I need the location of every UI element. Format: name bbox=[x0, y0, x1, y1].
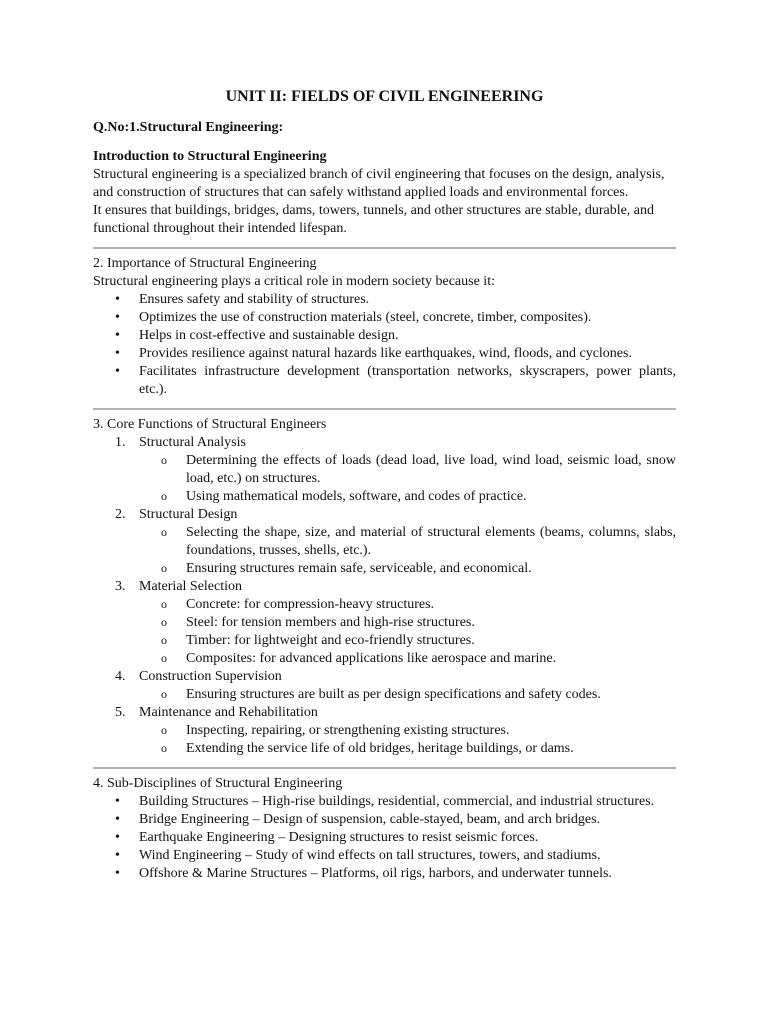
subdiscipline-item: • Bridge Engineering – Design of suspension, cable-stayed, beam, and arch bridges. bbox=[93, 811, 676, 829]
function-subitem: o Extending the service life of old bridges, heritage buildings, or dams. bbox=[139, 740, 676, 758]
function-item bbox=[93, 668, 676, 704]
functions-heading: 3. Core Functions of Structural Engineers bbox=[93, 417, 327, 432]
question-number: Q.No:1.Structural Engineering: bbox=[93, 120, 284, 135]
subdiscipline-item: • Offshore & Marine Structures – Platforms, oil rigs, harbors, and underwater tunnels. bbox=[93, 865, 676, 883]
function-number: 2. bbox=[115, 507, 126, 522]
subdiscipline-item: • Wind Engineering – Study of wind effects on tall structures, towers, and stadiums. bbox=[93, 847, 676, 865]
subdiscipline-item: • Earthquake Engineering – Designing structures to resist seismic forces. bbox=[93, 829, 676, 847]
intro-paragraph-1: Structural engineering is a specialized branch of civil engineering that focuses on the design, analysis, and construction of structures that can safely withstand applied loads and environmental forces. bbox=[93, 167, 665, 200]
importance-heading: 2. Importance of Structural Engineering bbox=[93, 256, 317, 271]
function-item bbox=[93, 578, 676, 668]
function-subitems bbox=[139, 722, 676, 758]
function-title: Structural Analysis bbox=[139, 435, 246, 450]
function-number: 5. bbox=[115, 705, 126, 720]
subdisciplines-heading: 4. Sub-Disciplines of Structural Engineering bbox=[93, 776, 343, 791]
function-subitem: o Ensuring structures are built as per design specifications and safety codes. bbox=[139, 686, 676, 704]
function-subitem: o Inspecting, repairing, or strengthening existing structures. bbox=[139, 722, 676, 740]
function-subitems bbox=[139, 686, 676, 704]
function-item bbox=[93, 434, 676, 506]
importance-lead: Structural engineering plays a critical role in modern society because it: bbox=[93, 274, 495, 289]
function-subitem: o Composites: for advanced applications like aerospace and marine. bbox=[139, 650, 676, 668]
function-number: 1. bbox=[115, 435, 126, 450]
subdiscipline-item: • Building Structures – High-rise buildings, residential, commercial, and industrial structures. bbox=[93, 793, 676, 811]
function-subitems bbox=[139, 524, 676, 578]
function-title: Maintenance and Rehabilitation bbox=[139, 705, 318, 720]
function-subitem: o Ensuring structures remain safe, serviceable, and economical. bbox=[139, 560, 676, 578]
function-item bbox=[93, 704, 676, 758]
function-subitem: o Concrete: for compression-heavy structures. bbox=[139, 596, 676, 614]
importance-item: • Ensures safety and stability of structures. bbox=[93, 291, 676, 309]
importance-item: • Optimizes the use of construction materials (steel, concrete, timber, composites). bbox=[93, 309, 676, 327]
function-number: 3. bbox=[115, 579, 126, 594]
subdisciplines-list bbox=[93, 793, 676, 883]
section-divider bbox=[93, 408, 676, 410]
function-title: Structural Design bbox=[139, 507, 238, 522]
functions-section bbox=[93, 416, 676, 758]
intro-paragraph-2: It ensures that buildings, bridges, dams, towers, tunnels, and other structures are stable, durable, and functional throughout their intended lifespan. bbox=[93, 203, 655, 236]
function-subitem: o Selecting the shape, size, and material of structural elements (beams, columns, slabs, foundations, trusses, shells, etc.). bbox=[139, 524, 676, 560]
functions-list bbox=[93, 434, 676, 758]
importance-item: • Provides resilience against natural hazards like earthquakes, wind, floods, and cyclones. bbox=[93, 345, 676, 363]
subdisciplines-section bbox=[93, 775, 676, 883]
page-title: UNIT II: FIELDS OF CIVIL ENGINEERING bbox=[225, 88, 544, 105]
importance-item: • Facilitates infrastructure development (transportation networks, skyscrapers, power plants, etc.). bbox=[93, 363, 676, 399]
importance-list bbox=[93, 291, 676, 399]
function-subitem: o Using mathematical models, software, and codes of practice. bbox=[139, 488, 676, 506]
function-number: 4. bbox=[115, 669, 126, 684]
function-item bbox=[93, 506, 676, 578]
function-subitems bbox=[139, 452, 676, 506]
function-subitem: o Determining the effects of loads (dead load, live load, wind load, seismic load, snow load, etc.) on structures. bbox=[139, 452, 676, 488]
function-subitems bbox=[139, 596, 676, 668]
intro-heading: Introduction to Structural Engineering bbox=[93, 149, 327, 164]
function-subitem: o Timber: for lightweight and eco-friendly structures. bbox=[139, 632, 676, 650]
function-title: Construction Supervision bbox=[139, 669, 282, 684]
intro-section bbox=[93, 148, 676, 238]
importance-item: • Helps in cost-effective and sustainable design. bbox=[93, 327, 676, 345]
section-divider bbox=[93, 767, 676, 769]
section-divider bbox=[93, 247, 676, 249]
function-subitem: o Steel: for tension members and high-rise structures. bbox=[139, 614, 676, 632]
importance-section bbox=[93, 255, 676, 399]
function-title: Material Selection bbox=[139, 579, 243, 594]
document-body bbox=[93, 86, 676, 883]
